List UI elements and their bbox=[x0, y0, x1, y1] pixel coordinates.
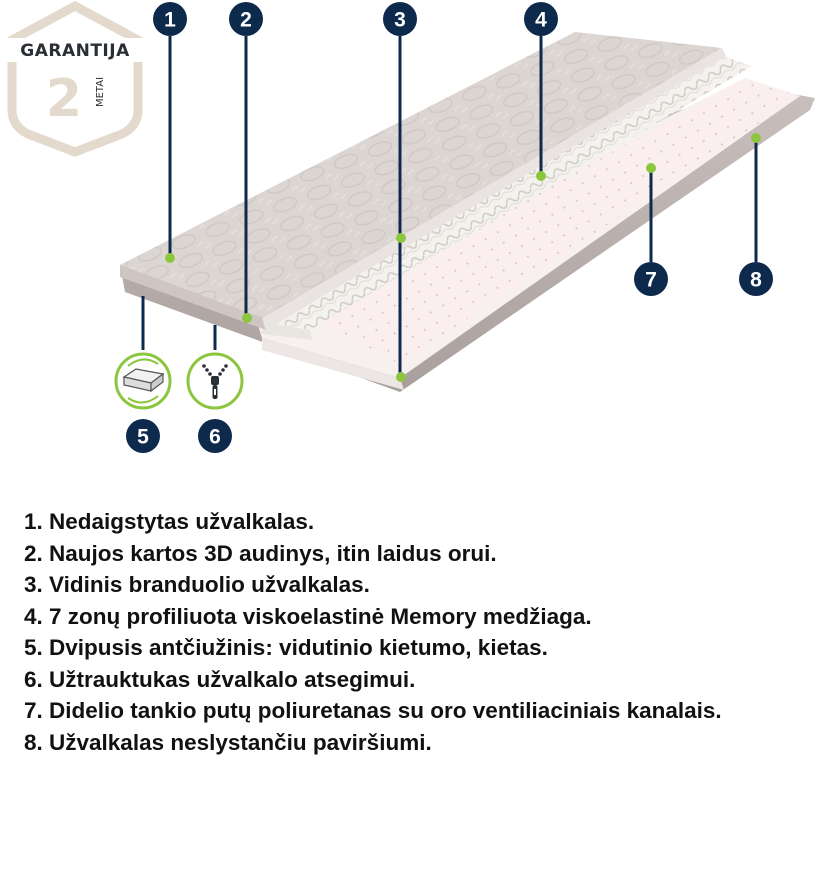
svg-text:7: 7 bbox=[645, 268, 657, 292]
guarantee-unit: METAI bbox=[95, 76, 106, 108]
callout-1 bbox=[153, 2, 187, 36]
svg-text:5: 5 bbox=[137, 425, 149, 449]
marker-4 bbox=[536, 171, 546, 181]
callout-7 bbox=[634, 262, 668, 296]
marker-8 bbox=[751, 133, 761, 143]
marker-1 bbox=[165, 253, 175, 263]
svg-text:3: 3 bbox=[394, 8, 406, 32]
guarantee-badge bbox=[4, 6, 146, 152]
guarantee-years: 2 bbox=[45, 69, 83, 129]
marker-7 bbox=[646, 163, 656, 173]
svg-text:8: 8 bbox=[750, 268, 762, 292]
reversible-core-icon bbox=[116, 354, 170, 408]
zipper-icon bbox=[188, 354, 242, 408]
callout-6 bbox=[198, 419, 232, 453]
marker-2 bbox=[242, 313, 252, 323]
legend-item-8: 8. Užvalkalas neslystančiu paviršiumi. bbox=[24, 729, 432, 755]
callout-4 bbox=[524, 2, 558, 36]
legend-item-4: 4. 7 zonų profiliuota viskoelastinė Memory medžiaga. bbox=[24, 603, 592, 629]
legend-item-1: 1. Nedaigstytas užvalkalas. bbox=[24, 509, 315, 534]
guarantee-title: GARANTIJA bbox=[20, 41, 130, 61]
callout-5 bbox=[126, 419, 160, 453]
legend-item-3: 3. Vidinis branduolio užvalkalas. bbox=[24, 572, 370, 597]
legend-list bbox=[24, 506, 804, 758]
callout-3 bbox=[383, 2, 417, 36]
legend-item-6: 6. Užtrauktukas užvalkalo atsegimui. bbox=[24, 666, 416, 692]
callout-8 bbox=[739, 262, 773, 296]
svg-text:1: 1 bbox=[164, 8, 176, 32]
marker-3a bbox=[396, 233, 406, 243]
legend-item-2: 2. Naujos kartos 3D audinys, itin laidus orui. bbox=[24, 540, 497, 566]
callout-2 bbox=[229, 2, 263, 36]
svg-text:6: 6 bbox=[209, 425, 221, 449]
marker-3b bbox=[396, 372, 406, 382]
svg-text:4: 4 bbox=[535, 8, 547, 32]
svg-text:2: 2 bbox=[240, 8, 252, 32]
legend-item-7: 7. Didelio tankio putų poliuretanas su oro ventiliaciniais kanalais. bbox=[24, 698, 722, 723]
legend-item-5: 5. Dvipusis antčiužinis: vidutinio kietumo, kietas. bbox=[24, 635, 548, 660]
mattress bbox=[120, 32, 815, 392]
